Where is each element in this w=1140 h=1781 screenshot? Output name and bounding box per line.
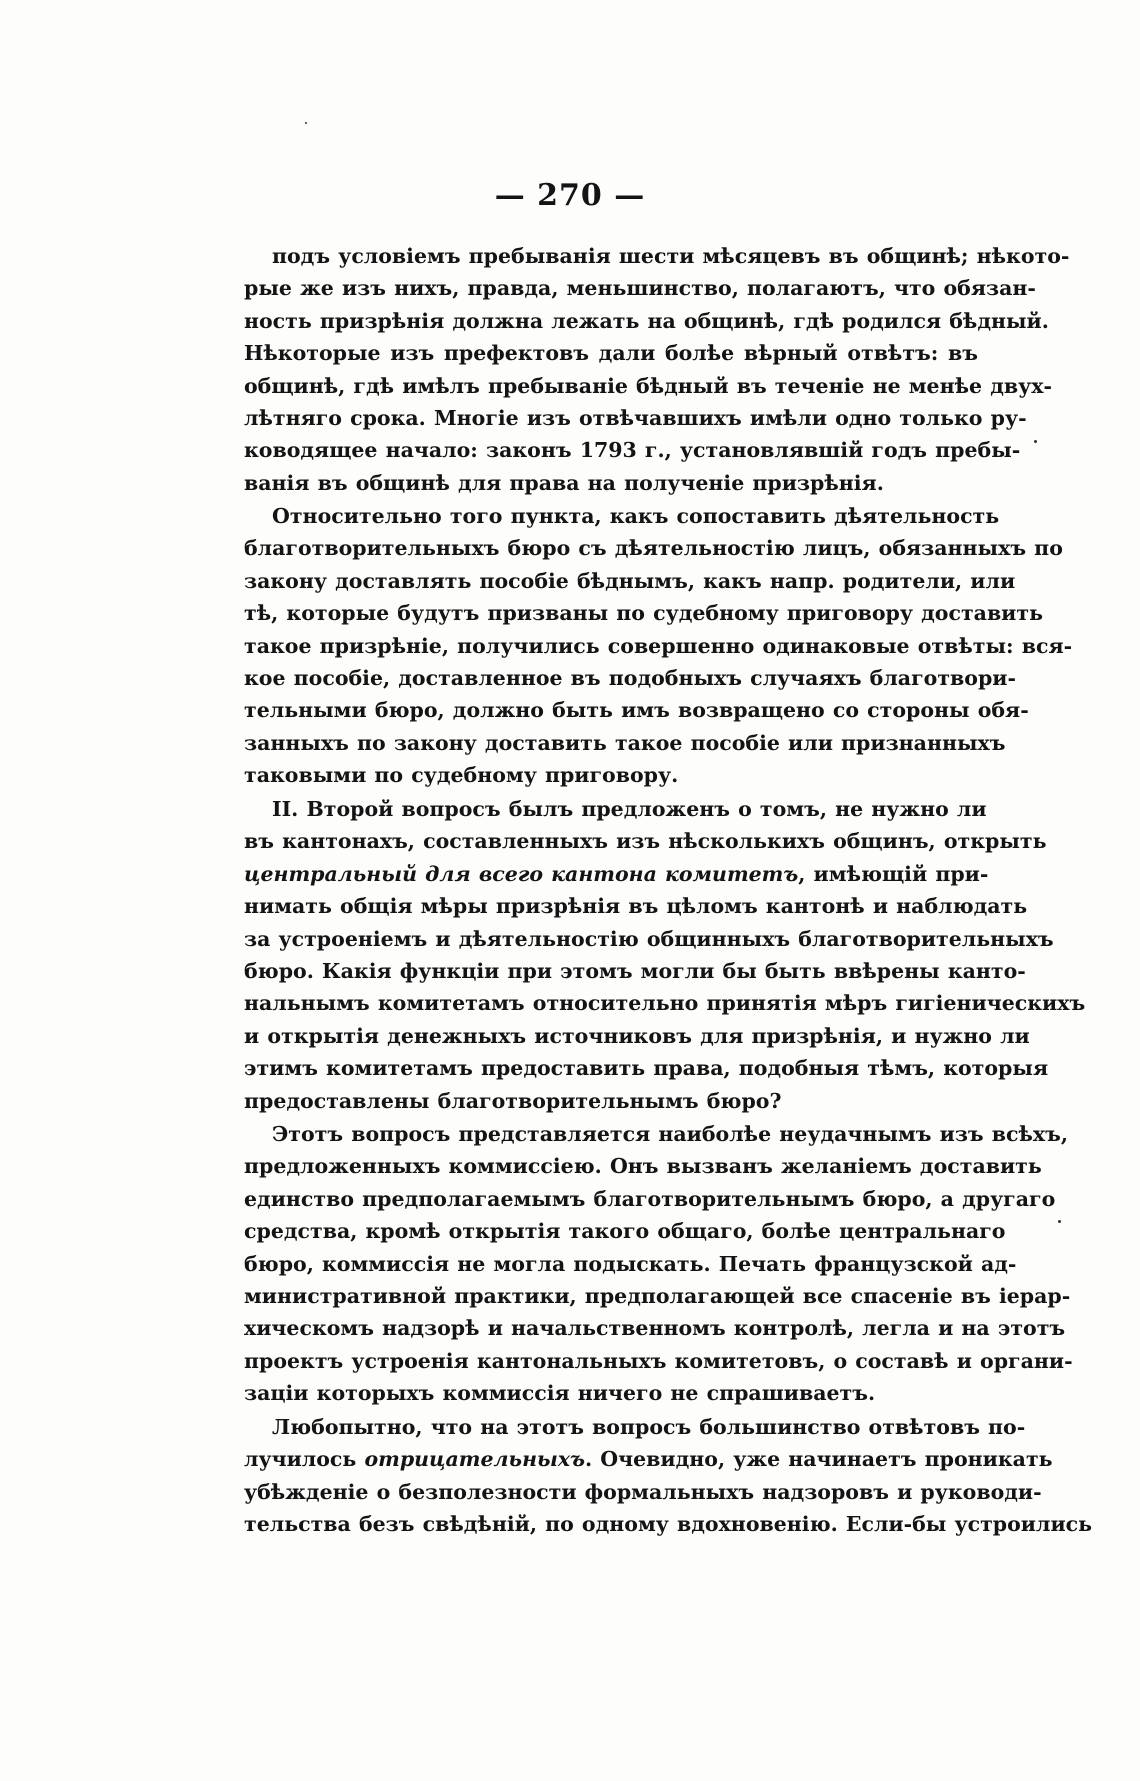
text-line: бюро, коммиссія не могла подыскать. Печать французской ад- bbox=[244, 1251, 1017, 1276]
text-line: средства, кромѣ открытія такого общаго, болѣе центральнаго bbox=[244, 1219, 1006, 1244]
text-line: Этотъ вопросъ представляется наиболѣе неудачнымъ изъ всѣхъ, bbox=[272, 1122, 1068, 1146]
text-line: таковыми по судебному приговору. bbox=[244, 763, 679, 788]
ink-speck bbox=[1034, 440, 1037, 443]
text-line: подъ условіемъ пребыванія шести мѣсяцевъ въ общинѣ; нѣкото- bbox=[272, 244, 1070, 268]
text-line: ководящее начало: законъ 1793 г., установлявшій годъ пребы- bbox=[244, 438, 1021, 463]
text-line: лѣтняго срока. Многіе изъ отвѣчавшихъ имѣли одно только ру- bbox=[244, 406, 1027, 431]
text-line: предложенныхъ коммиссіею. Онъ вызванъ желаніемъ доставить bbox=[244, 1154, 1042, 1179]
text-line: такое призрѣніе, получились совершенно одинаковые отвѣты: вся- bbox=[244, 633, 1073, 658]
text-line: кое пособіе, доставленное въ подобныхъ случаяхъ благотвори- bbox=[244, 666, 1016, 691]
text-line: ванія въ общинѣ для права на полученіе призрѣнія. bbox=[244, 470, 884, 495]
text-line: этимъ комитетамъ предоставить права, подобныя тѣмъ, которыя bbox=[244, 1056, 1049, 1081]
text-line: въ кантонахъ, составленныхъ изъ нѣсколькихъ общинъ, открыть bbox=[244, 829, 1047, 854]
text-line: рые же изъ нихъ, правда, меньшинство, полагаютъ, что обязан- bbox=[244, 276, 1036, 301]
ink-speck bbox=[1058, 1220, 1061, 1223]
paragraph bbox=[244, 793, 1086, 1117]
text-line: тельными бюро, должно быть имъ возвращено со стороны обя- bbox=[244, 698, 1029, 723]
text-line: закону доставлять пособіе бѣднымъ, какъ напр. родители, или bbox=[244, 568, 1016, 593]
text-line: тельства безъ свѣдѣній, по одному вдохновенію. Если-бы устроились bbox=[244, 1512, 1093, 1537]
text-line: тѣ, которые будутъ призваны по судебному приговору доставить bbox=[244, 601, 1044, 626]
paragraph bbox=[244, 240, 1070, 499]
text-line: Любопытно, что на этотъ вопросъ большинство отвѣтовъ по- bbox=[272, 1415, 1026, 1439]
text-line: проектъ устроенія кантональныхъ комитетовъ, о составѣ и органи- bbox=[244, 1348, 1073, 1373]
text-line: нальнымъ комитетамъ относительно принятія мѣръ гигіеническихъ bbox=[244, 991, 1086, 1016]
text-line: и открытія денежныхъ источниковъ для призрѣнія, и нужно ли bbox=[244, 1023, 1030, 1048]
text-line: предоставлены благотворительнымъ бюро? bbox=[244, 1088, 782, 1113]
page-number: — 270 — bbox=[494, 178, 646, 213]
text-line: Нѣкоторые изъ префектовъ дали болѣе вѣрный отвѣтъ: въ bbox=[244, 341, 978, 366]
text-line: ность призрѣнія должна лежать на общинѣ, гдѣ родился бѣдный. bbox=[244, 308, 1049, 333]
text-line: заціи которыхъ коммиссія ничего не спрашиваетъ. bbox=[244, 1381, 876, 1406]
text-line: II. Второй вопросъ былъ предложенъ о томъ, не нужно ли bbox=[272, 797, 987, 821]
text-line: общинѣ, гдѣ имѣлъ пребываніе бѣдный въ теченіе не менѣе двух- bbox=[244, 373, 1052, 398]
text-line: за устроеніемъ и дѣятельностію общинныхъ благотворительныхъ bbox=[244, 926, 1054, 951]
italic-phrase: центральный для всего кантона комитетъ bbox=[244, 861, 799, 886]
text-line: министративной практики, предполагающей все спасеніе въ іерар- bbox=[244, 1284, 1071, 1309]
paragraph bbox=[244, 1411, 1093, 1541]
text-line: центральный для всего кантона комитетъ, имѣющій при- bbox=[244, 861, 989, 886]
paragraph bbox=[244, 1118, 1073, 1410]
ink-speck bbox=[305, 122, 307, 124]
paragraph bbox=[244, 500, 1073, 792]
text-line: лучилось отрицательныхъ. Очевидно, уже начинаетъ проникать bbox=[244, 1447, 1053, 1472]
text-line: бюро. Какія функціи при этомъ могли бы быть ввѣрены канто- bbox=[244, 959, 1026, 984]
text-line: нимать общія мѣры призрѣнія въ цѣломъ кантонѣ и наблюдать bbox=[244, 894, 1028, 919]
text-line: благотворительныхъ бюро съ дѣятельностію лицъ, обязанныхъ по bbox=[244, 536, 1063, 561]
text-line: занныхъ по закону доставить такое пособіе или признанныхъ bbox=[244, 730, 1006, 755]
text-line: убѣжденіе о безполезности формальныхъ надзоровъ и руководи- bbox=[244, 1479, 1042, 1504]
text-line: Относительно того пункта, какъ сопоставить дѣятельность bbox=[272, 504, 1000, 528]
text-line: единство предполагаемымъ благотворительнымъ бюро, а другаго bbox=[244, 1186, 1056, 1211]
italic-phrase: отрицательныхъ bbox=[364, 1447, 585, 1472]
text-line: хическомъ надзорѣ и начальственномъ контролѣ, легла и на этотъ bbox=[244, 1316, 1066, 1341]
